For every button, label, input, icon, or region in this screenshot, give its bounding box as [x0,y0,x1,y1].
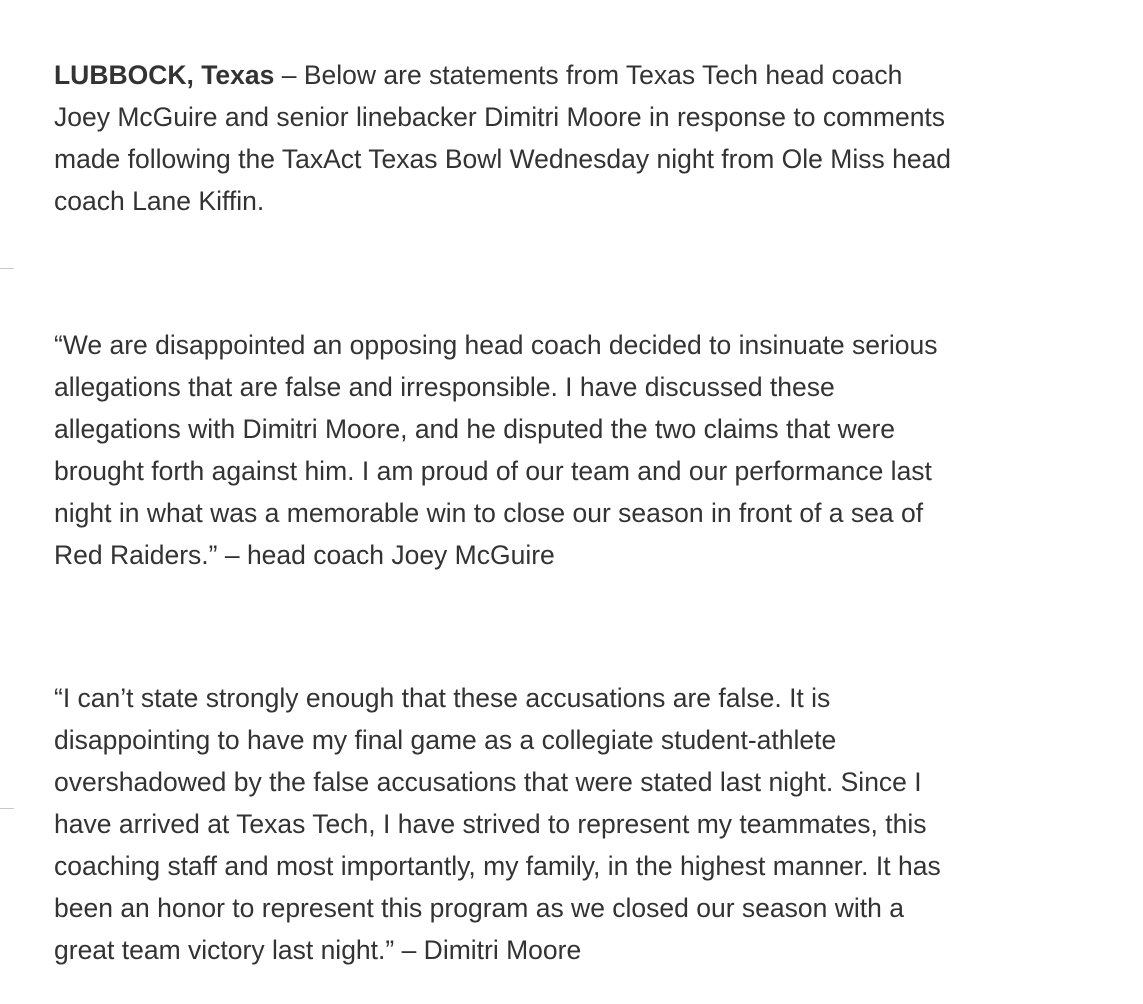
dateline: LUBBOCK, Texas [54,60,275,90]
intro-paragraph [54,54,1084,222]
quote-line: great team victory last night.” – Dimitri Moore [54,935,582,965]
intro-line-text: – Below are statements from Texas Tech head coach [274,60,903,90]
margin-divider-mark [0,808,14,809]
intro-line: made following the TaxAct Texas Bowl Wednesday night from Ole Miss head [54,144,952,174]
quote-line: coaching staff and most importantly, my family, in the highest manner. It has [54,851,941,881]
quote-line: “We are disappointed an opposing head coach decided to insinuate serious [54,330,938,360]
quote-line: Red Raiders.” – head coach Joey McGuire [54,540,555,570]
quote-line: been an honor to represent this program as we closed our season with a [54,893,904,923]
quote-line: have arrived at Texas Tech, I have strived to represent my teammates, this [54,809,927,839]
quote-line: overshadowed by the false accusations that were stated last night. Since I [54,767,922,797]
quote-line: allegations with Dimitri Moore, and he disputed the two claims that were [54,414,896,444]
mcguire-quote-paragraph [54,324,1084,576]
intro-line: Joey McGuire and senior linebacker Dimitri Moore in response to comments [54,102,946,132]
intro-line [54,54,1084,96]
intro-line: coach Lane Kiffin. [54,186,265,216]
quote-line: allegations that are false and irresponsible. I have discussed these [54,372,835,402]
quote-line: brought forth against him. I am proud of our team and our performance last [54,456,932,486]
quote-line: disappointing to have my final game as a collegiate student-athlete [54,725,837,755]
moore-quote-paragraph [54,677,1084,971]
quote-line: “I can’t state strongly enough that these accusations are false. It is [54,683,831,713]
quote-line: night in what was a memorable win to close our season in front of a sea of [54,498,924,528]
margin-divider-mark [0,268,14,269]
